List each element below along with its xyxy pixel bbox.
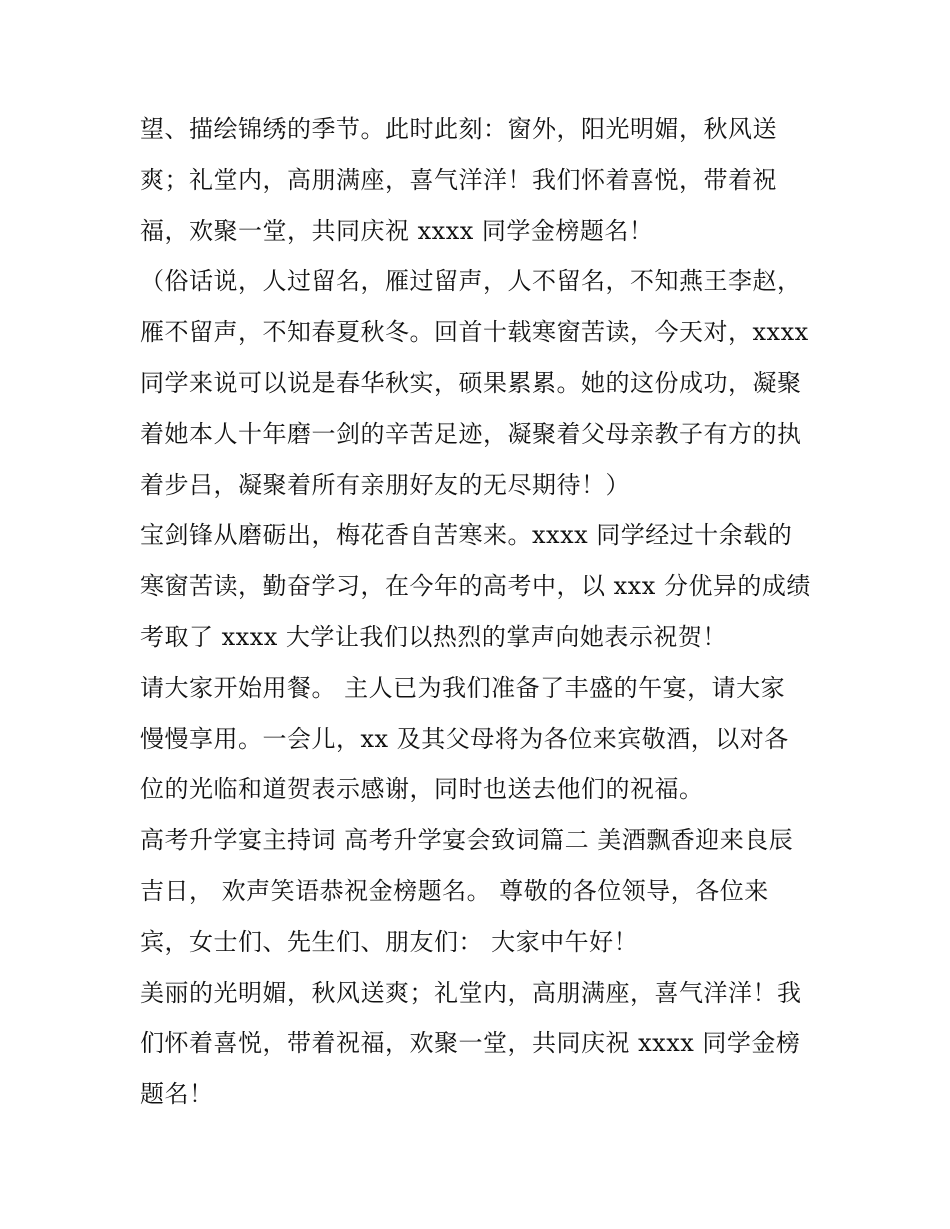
text-line: 请大家开始用餐。 主人已为我们准备了丰盛的午宴，请大家 — [140, 673, 786, 702]
text-line: 雁不留声，不知春夏秋冬。回首十载寒窗苦读，今天对，xxxx — [140, 318, 809, 347]
text-line: 吉日， 欢声笑语恭祝金榜题名。 尊敬的各位领导，各位来 — [140, 876, 769, 905]
text-line: 宾，女士们、先生们、朋友们： 大家中午好！ — [140, 927, 639, 956]
text-line: 美丽的光明媚，秋风送爽；礼堂内，高朋满座，喜气洋洋！我 — [140, 978, 802, 1007]
text-line: 爽；礼堂内，高朋满座，喜气洋洋！我们怀着喜悦，带着祝 — [140, 165, 777, 194]
text-line: 着她本人十年磨一剑的辛苦足迹，凝聚着父母亲教子有方的执 — [140, 419, 802, 448]
text-line: 考取了 xxxx 大学让我们以热烈的掌声向她表示祝贺！ — [140, 622, 727, 651]
text-line: 寒窗苦读，勤奋学习，在今年的高考中，以 xxx 分优异的成绩 — [140, 572, 811, 601]
text-line: 同学来说可以说是春华秋实，硕果累累。她的这份成功，凝聚 — [140, 368, 802, 397]
text-line: 慢慢享用。一会儿，xx 及其父母将为各位来宾敬酒，以对各 — [140, 724, 789, 753]
text-line: 福，欢聚一堂，共同庆祝 xxxx 同学金榜题名！ — [140, 216, 654, 245]
text-line: 着步吕，凝聚着所有亲朋好友的无尽期待！） — [140, 470, 630, 499]
text-line: 们怀着喜悦，带着祝福，欢聚一堂，共同庆祝 xxxx 同学金榜 — [140, 1029, 801, 1058]
text-line: （俗话说，人过留名，雁过留声，人不留名，不知燕王李赵， — [140, 267, 802, 296]
text-line: 位的光临和道贺表示感谢，同时也送去他们的祝福。 — [140, 775, 704, 804]
text-line: 高考升学宴主持词 高考升学宴会致词篇二 美酒飘香迎来良辰 — [140, 826, 794, 855]
document-body — [140, 104, 830, 1120]
text-line: 望、描绘锦绣的季节。此时此刻：窗外，阳光明媚，秋风送 — [140, 115, 777, 143]
text-line: 题名！ — [140, 1080, 214, 1109]
text-line: 宝剑锋从磨砺出，梅花香自苦寒来。xxxx 同学经过十余载的 — [140, 521, 793, 550]
